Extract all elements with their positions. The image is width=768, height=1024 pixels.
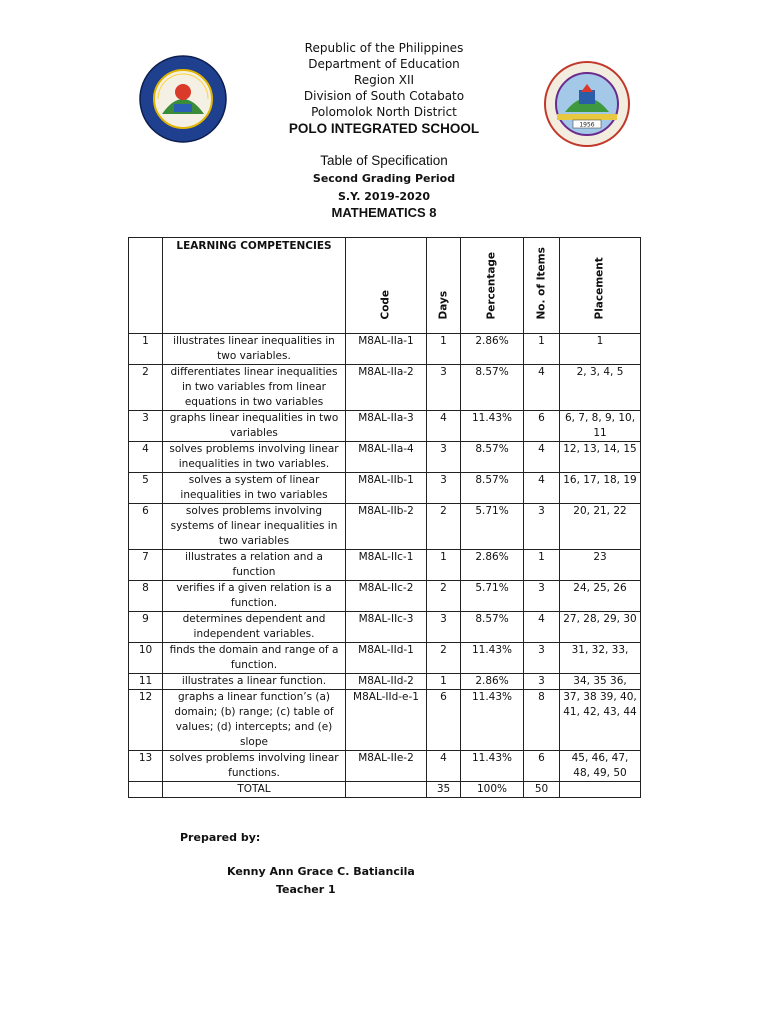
table-row xyxy=(129,442,641,473)
document-title: Table of Specification xyxy=(320,153,448,168)
learning-competency: illustrates a relation and a function xyxy=(163,550,346,581)
days-value: 4 xyxy=(427,411,461,442)
placement-value: 24, 25, 26 xyxy=(560,581,641,612)
competency-code: M8AL-IIc-2 xyxy=(346,581,427,612)
table-row xyxy=(129,504,641,550)
placement-value: 20, 21, 22 xyxy=(560,504,641,550)
learning-competency: illustrates linear inequalities in two variables. xyxy=(163,334,346,365)
total-days: 35 xyxy=(427,782,461,798)
competency-code: M8AL-IId-1 xyxy=(346,643,427,674)
header-district: Polomolok North District xyxy=(311,105,457,119)
items-value: 1 xyxy=(524,334,560,365)
row-number: 13 xyxy=(129,751,163,782)
learning-competency: illustrates a linear function. xyxy=(163,674,346,690)
header-region: Region XII xyxy=(353,73,415,87)
placement-value: 1 xyxy=(560,334,641,365)
total-label: TOTAL xyxy=(163,782,346,798)
items-value: 3 xyxy=(524,674,560,690)
percentage-value: 5.71% xyxy=(461,581,524,612)
school-logo-year: 1956 xyxy=(579,121,595,129)
row-number: 5 xyxy=(129,473,163,504)
header-code xyxy=(346,238,427,334)
percentage-value: 2.86% xyxy=(461,334,524,365)
days-value: 1 xyxy=(427,674,461,690)
header-department: Department of Education xyxy=(308,57,460,71)
placement-value: 31, 32, 33, xyxy=(560,643,641,674)
percentage-value: 5.71% xyxy=(461,504,524,550)
total-row xyxy=(129,782,641,798)
table-row xyxy=(129,473,641,504)
row-number: 6 xyxy=(129,504,163,550)
competency-code: M8AL-IIc-3 xyxy=(346,612,427,643)
items-value: 1 xyxy=(524,550,560,581)
specification-table xyxy=(128,237,641,798)
placement-value: 6, 7, 8, 9, 10, 11 xyxy=(560,411,641,442)
placement-value: 34, 35 36, xyxy=(560,674,641,690)
table-row xyxy=(129,690,641,751)
days-value: 2 xyxy=(427,504,461,550)
percentage-value: 2.86% xyxy=(461,674,524,690)
items-value: 4 xyxy=(524,612,560,643)
days-value: 6 xyxy=(427,690,461,751)
learning-competency: graphs a linear function’s (a) domain; (b) range; (c) table of values; (d) intercepts; and (e) slope xyxy=(163,690,346,751)
competency-code: M8AL-IIe-2 xyxy=(346,751,427,782)
items-value: 4 xyxy=(524,365,560,411)
teacher-name: Kenny Ann Grace C. Batiancila xyxy=(227,865,415,878)
header-country: Republic of the Philippines xyxy=(304,41,464,55)
row-number: 2 xyxy=(129,365,163,411)
placement-value: 37, 38 39, 40, 41, 42, 43, 44 xyxy=(560,690,641,751)
header-division: Division of South Cotabato xyxy=(303,89,465,103)
percentage-value: 8.57% xyxy=(461,442,524,473)
table-row xyxy=(129,550,641,581)
row-number: 7 xyxy=(129,550,163,581)
learning-competency: solves problems involving linear inequalities in two variables. xyxy=(163,442,346,473)
placement-value: 23 xyxy=(560,550,641,581)
row-number: 3 xyxy=(129,411,163,442)
learning-competency: solves problems involving linear functions. xyxy=(163,751,346,782)
teacher-position: Teacher 1 xyxy=(276,883,336,896)
school-year: S.Y. 2019-2020 xyxy=(337,190,431,203)
days-value: 4 xyxy=(427,751,461,782)
items-value: 6 xyxy=(524,411,560,442)
percentage-value: 8.57% xyxy=(461,612,524,643)
competency-code: M8AL-IIa-4 xyxy=(346,442,427,473)
competency-code: M8AL-IIc-1 xyxy=(346,550,427,581)
prepared-by-label: Prepared by: xyxy=(180,831,261,844)
placement-value: 16, 17, 18, 19 xyxy=(560,473,641,504)
grading-period: Second Grading Period xyxy=(312,172,456,185)
row-number: 10 xyxy=(129,643,163,674)
table-row xyxy=(129,751,641,782)
days-value: 2 xyxy=(427,643,461,674)
days-value: 3 xyxy=(427,442,461,473)
learning-competency: verifies if a given relation is a function. xyxy=(163,581,346,612)
competency-code: M8AL-IIa-3 xyxy=(346,411,427,442)
row-number: 9 xyxy=(129,612,163,643)
placement-value: 27, 28, 29, 30 xyxy=(560,612,641,643)
items-value: 4 xyxy=(524,442,560,473)
row-number: 12 xyxy=(129,690,163,751)
school-name: POLO INTEGRATED SCHOOL xyxy=(288,121,480,136)
learning-competency: solves problems involving systems of linear inequalities in two variables xyxy=(163,504,346,550)
placement-value: 45, 46, 47, 48, 49, 50 xyxy=(560,751,641,782)
competency-code: M8AL-IId-e-1 xyxy=(346,690,427,751)
header-code-label: Code xyxy=(379,289,392,320)
days-value: 1 xyxy=(427,550,461,581)
items-value: 3 xyxy=(524,643,560,674)
learning-competency: graphs linear inequalities in two variables xyxy=(163,411,346,442)
header-items-label: No. of Items xyxy=(535,247,547,320)
days-value: 3 xyxy=(427,365,461,411)
row-number: 8 xyxy=(129,581,163,612)
competency-code: M8AL-IIa-2 xyxy=(346,365,427,411)
percentage-value: 2.86% xyxy=(461,550,524,581)
percentage-value: 8.57% xyxy=(461,365,524,411)
table-header-row xyxy=(129,238,641,334)
days-value: 3 xyxy=(427,473,461,504)
days-value: 3 xyxy=(427,612,461,643)
header-percentage xyxy=(461,238,524,334)
items-value: 3 xyxy=(524,581,560,612)
table-row xyxy=(129,612,641,643)
learning-competency: differentiates linear inequalities in two variables from linear equations in two variables xyxy=(163,365,346,411)
percentage-value: 11.43% xyxy=(461,751,524,782)
table-row xyxy=(129,411,641,442)
total-number-cell xyxy=(129,782,163,798)
percentage-value: 11.43% xyxy=(461,643,524,674)
header-days-label: Days xyxy=(437,290,449,320)
competency-code: M8AL-IIb-2 xyxy=(346,504,427,550)
percentage-value: 8.57% xyxy=(461,473,524,504)
header-placement xyxy=(560,238,641,334)
table-row xyxy=(129,643,641,674)
header-days xyxy=(427,238,461,334)
header-percentage-label: Percentage xyxy=(485,251,498,320)
learning-competency: determines dependent and independent variables. xyxy=(163,612,346,643)
header-items xyxy=(524,238,560,334)
learning-competency: finds the domain and range of a function. xyxy=(163,643,346,674)
percentage-value: 11.43% xyxy=(461,690,524,751)
placement-value: 2, 3, 4, 5 xyxy=(560,365,641,411)
placement-value: 12, 13, 14, 15 xyxy=(560,442,641,473)
competency-code: M8AL-IIb-1 xyxy=(346,473,427,504)
days-value: 1 xyxy=(427,334,461,365)
percentage-value: 11.43% xyxy=(461,411,524,442)
row-number: 4 xyxy=(129,442,163,473)
days-value: 2 xyxy=(427,581,461,612)
total-percentage: 100% xyxy=(461,782,524,798)
table-row xyxy=(129,365,641,411)
total-items: 50 xyxy=(524,782,560,798)
competency-code: M8AL-IId-2 xyxy=(346,674,427,690)
total-code-cell xyxy=(346,782,427,798)
items-value: 6 xyxy=(524,751,560,782)
subject-title: MATHEMATICS 8 xyxy=(331,205,437,220)
items-value: 8 xyxy=(524,690,560,751)
items-value: 3 xyxy=(524,504,560,550)
table-row xyxy=(129,334,641,365)
learning-competency: solves a system of linear inequalities in two variables xyxy=(163,473,346,504)
row-number: 11 xyxy=(129,674,163,690)
competency-code: M8AL-IIa-1 xyxy=(346,334,427,365)
table-row xyxy=(129,581,641,612)
header-competencies: LEARNING COMPETENCIES xyxy=(163,238,346,334)
header-placement-label: Placement xyxy=(593,257,606,320)
header-number-cell xyxy=(129,238,163,334)
row-number: 1 xyxy=(129,334,163,365)
items-value: 4 xyxy=(524,473,560,504)
total-placement-cell xyxy=(560,782,641,798)
table-row xyxy=(129,674,641,690)
